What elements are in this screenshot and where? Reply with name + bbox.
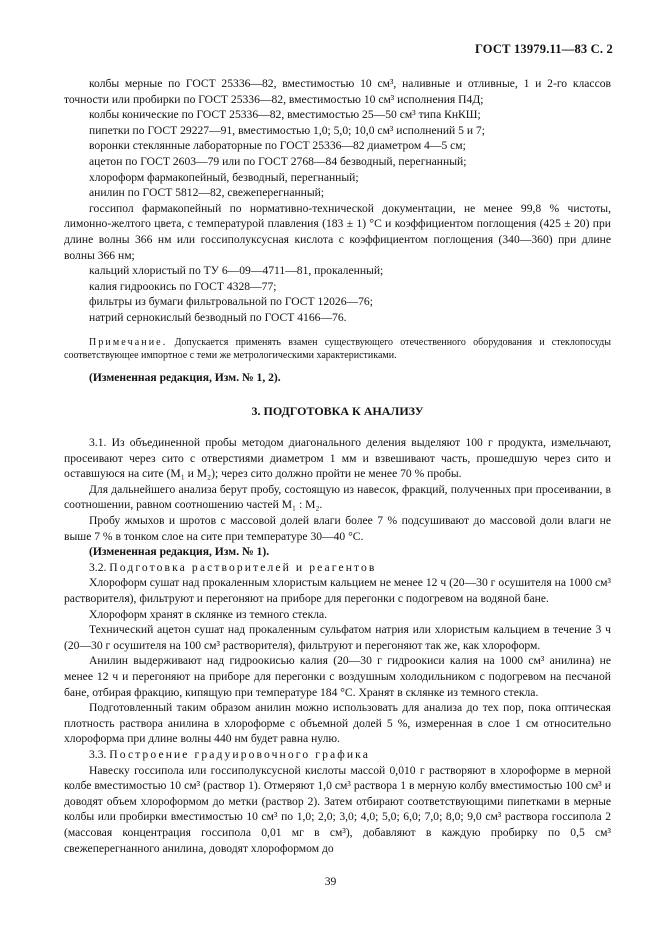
page-number: 39 (324, 875, 337, 888)
list-item: госсипол фармакопейный по нормативно-технической документации, не менее 99,8 % чистоты, лимонно-желтого цвета, с температурой плавления (183 ± 1) °С и коэффициентом поглощения (425 ± 20) при длине волны 366 нм или госсиполуксусная кислота с коэффициентом поглощения (340—360) при длине волны 366 нм; (64, 201, 611, 262)
document-body (64, 76, 611, 856)
list-item: ацетон по ГОСТ 2603—79 или по ГОСТ 2768—84 безводный, перегнанный; (89, 154, 467, 168)
edit-note-2: (Измененная редакция, Изм. № 1). (89, 545, 270, 559)
list-item: колбы конические по ГОСТ 25336—82, вместимостью 25—50 см³ типа КнКШ; (89, 108, 481, 122)
subsection-number: 3.2. (89, 560, 107, 574)
list-item: пипетки по ГОСТ 29227—91, вместимостью 1,0; 5,0; 10,0 см³ исполнений 5 и 7; (89, 123, 485, 137)
paragraph-3-2d: Анилин выдерживают над гидроокисью калия (20—30 г гидроокиси калия на 1000 см³ анилина) не менее 12 ч и перегоняют на приборе для перегонки с воздушным холодильником с подогревом на песчаной бане, отбирая фракцию, кипящую при температуре 184 °С. Хранят в склянке из темного стекла. (64, 654, 611, 699)
paragraph-3-2e: Подготовленный таким образом анилин можно использовать для анализа до тех пор, пока оптическая плотность раствора анилина в хлороформе с объемной долей 5 %, измеренная в слое 1 см относительно хлороформа при длине волны 440 нм будет равна нулю. (64, 701, 611, 746)
edit-note-1: (Измененная редакция, Изм. № 1, 2). (89, 370, 281, 384)
list-item: анилин по ГОСТ 5812—82, свежеперегнанный; (89, 186, 325, 200)
paragraph-3-3: Навеску госсипола или госсиполуксусной кислоты массой 0,010 г растворяют в хлороформе в мерной колбе вместимостью 10 см³ (раствор 1). Отмеряют 1,0 см³ раствора 1 в мерную колбу вместимостью 100 см³ и доводят объем хлороформом до метки (раствор 2). Затем отбирают соответствующими пипетками в мерные колбы или пробирки вместимостью 10 см³ по 1,0; 2,0; 3,0; 4,0; 5,0; 6,0; 7,0; 8,0; 9,0 см³ раствора госсипола 2 (массовая концентрация госсипола 0,01 мг в см³), добавляют в каждую пробирку по 0,5 см³ свежеперегнанного анилина, доводят хлороформом до (64, 763, 611, 855)
paragraph-3-1c: Пробу жмыхов и шротов с массовой долей влаги более 7 % подсушивают до массовой доли влаги не выше 7 % в тонком слое на сите при температуре 30—40 °С. (64, 514, 611, 543)
list-item: воронки стеклянные лабораторные по ГОСТ 25336—82 диаметром 4—5 см; (89, 139, 466, 153)
list-item: калия гидроокись по ГОСТ 4328—77; (89, 279, 277, 293)
list-item: кальций хлористый по ТУ 6—09—4711—81, прокаленный; (89, 264, 384, 278)
subsection-title: Подготовка растворителей и реагентов (109, 560, 377, 574)
note-label: Примечание. (89, 336, 168, 348)
subsection-number: 3.3. (89, 747, 107, 761)
section-title: 3. ПОДГОТОВКА К АНАЛИЗУ (251, 403, 424, 418)
paragraph-3-2a: Хлороформ сушат над прокаленным хлористым кальцием не менее 12 ч (20—30 г осушителя на 1000 см³ растворителя), фильтруют и перегоняют на приборе для перегонки с подогревом на водяной бане. (64, 576, 611, 606)
list-item: колбы мерные по ГОСТ 25336—82, вместимостью 10 см³, наливные и отливные, 1 и 2-го классов точности или пробирки по ГОСТ 25336—82, вместимостью 10 см³ исполнения П4Д; (64, 77, 611, 106)
paragraph-3-2c: Технический ацетон сушат над прокаленным сульфатом натрия или хлористым кальцием в течение 3 ч (20—30 г осушителя на 100 см³ растворителя), фильтруют и перегоняют так же, как хлороформ. (64, 623, 611, 652)
paragraph-3-2b: Хлороформ хранят в склянке из темного стекла. (89, 607, 328, 621)
subsection-3-2-heading (64, 560, 611, 576)
list-item: хлороформ фармакопейный, безводный, перегнанный; (89, 170, 359, 184)
note (64, 336, 611, 362)
paragraph-3-1: 3.1. Из объединенной пробы методом диагонального деления выделяют 100 г продукта, измельчают, просеивают через сито с отверстиями диаметром 1 мм и взвешивают часть, прошедшую через сито и оставшуюся на сите (M₁ и M₂); через сито должно пройти не менее 70 % пробы. (64, 436, 611, 481)
paragraph-3-1b: Для дальнейшего анализа берут пробу, состоящую из навесок, фракций, полученных при просеивании, в соотношении, равном соотношению частей M₁ : M₂. (64, 482, 611, 512)
subsection-3-3-heading (64, 747, 611, 763)
list-item: натрий сернокислый безводный по ГОСТ 4166—76. (89, 310, 347, 324)
page-header: ГОСТ 13979.11—83 С. 2 (474, 42, 613, 56)
subsection-title: Построение градуировочного графика (109, 747, 370, 761)
note-text: Допускается применять взамен существующего отечественного оборудования и стеклопосуды соответствующее импортное с теми же метрологическими характеристиками. (64, 336, 611, 361)
list-item: фильтры из бумаги фильтровальной по ГОСТ 12026—76; (89, 295, 373, 309)
